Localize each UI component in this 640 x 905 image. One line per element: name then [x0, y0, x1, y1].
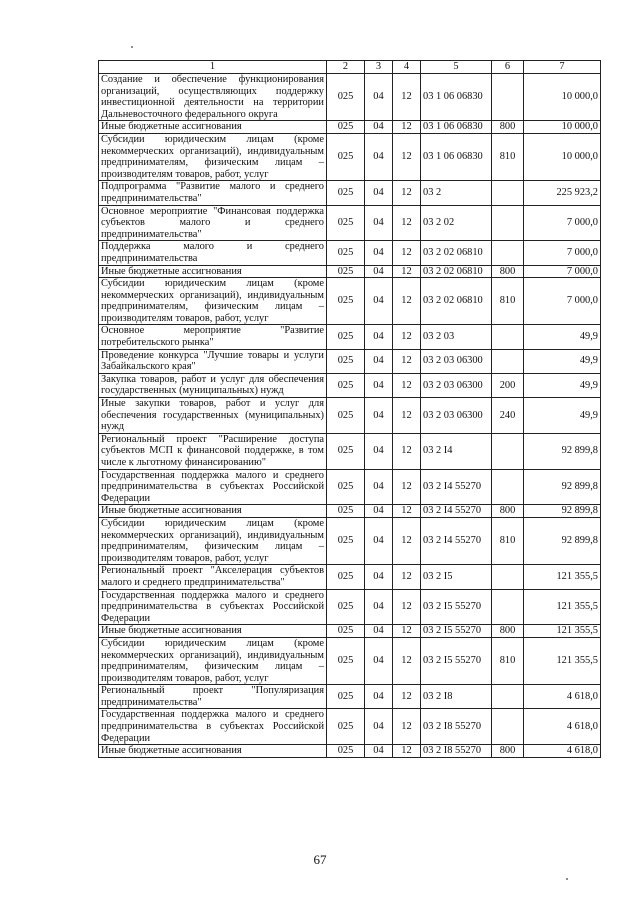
table-row — [99, 325, 601, 349]
cell-amount: 49,9 — [524, 349, 601, 373]
cell-section: 04 — [365, 637, 393, 684]
cell-section: 04 — [365, 685, 393, 709]
cell-section: 04 — [365, 469, 393, 505]
cell-amount: 92 899,8 — [524, 517, 601, 564]
cell-amount: 10 000,0 — [524, 121, 601, 134]
cell-expense-type: 800 — [492, 625, 524, 638]
cell-amount: 225 923,2 — [524, 181, 601, 205]
cell-name: Государственная поддержка малого и среднего предпринимательства в субъектах Российской Федерации — [99, 589, 327, 625]
cell-amount: 49,9 — [524, 398, 601, 434]
cell-ministry: 025 — [327, 709, 365, 745]
cell-target-code: 03 2 03 — [421, 325, 492, 349]
scan-speck — [131, 46, 133, 48]
cell-expense-type: 800 — [492, 121, 524, 134]
cell-target-code: 03 2 I5 55270 — [421, 637, 492, 684]
table-row — [99, 181, 601, 205]
cell-subsection: 12 — [393, 349, 421, 373]
cell-amount: 7 000,0 — [524, 278, 601, 325]
cell-ministry: 025 — [327, 565, 365, 589]
cell-target-code: 03 2 02 06810 — [421, 278, 492, 325]
cell-ministry: 025 — [327, 265, 365, 278]
cell-subsection: 12 — [393, 121, 421, 134]
cell-subsection: 12 — [393, 565, 421, 589]
table-row — [99, 433, 601, 469]
cell-subsection: 12 — [393, 505, 421, 518]
table-row — [99, 565, 601, 589]
cell-section: 04 — [365, 505, 393, 518]
cell-subsection: 12 — [393, 241, 421, 265]
cell-subsection: 12 — [393, 637, 421, 684]
cell-section: 04 — [365, 74, 393, 121]
header-cell: 4 — [393, 61, 421, 74]
cell-target-code: 03 2 02 06810 — [421, 265, 492, 278]
cell-subsection: 12 — [393, 745, 421, 758]
cell-amount: 4 618,0 — [524, 709, 601, 745]
cell-ministry: 025 — [327, 398, 365, 434]
table-row — [99, 373, 601, 397]
cell-target-code: 03 2 02 — [421, 205, 492, 241]
cell-expense-type — [492, 205, 524, 241]
cell-amount: 49,9 — [524, 373, 601, 397]
header-cell: 5 — [421, 61, 492, 74]
header-cell: 2 — [327, 61, 365, 74]
table-row — [99, 205, 601, 241]
cell-subsection: 12 — [393, 625, 421, 638]
cell-section: 04 — [365, 133, 393, 180]
cell-name: Субсидии юридическим лицам (кроме некоммерческих организаций), индивидуальным предпринимателям, физическим лицам – производителям товаров, работ, услуг — [99, 278, 327, 325]
cell-section: 04 — [365, 265, 393, 278]
cell-target-code: 03 2 03 06300 — [421, 349, 492, 373]
cell-name: Субсидии юридическим лицам (кроме некоммерческих организаций), индивидуальным предпринимателям, физическим лицам – производителям товаров, работ, услуг — [99, 517, 327, 564]
cell-name: Субсидии юридическим лицам (кроме некоммерческих организаций), индивидуальным предпринимателям, физическим лицам – производителям товаров, работ, услуг — [99, 637, 327, 684]
cell-amount: 121 355,5 — [524, 565, 601, 589]
table-row — [99, 745, 601, 758]
cell-name: Поддержка малого и среднего предпринимательства — [99, 241, 327, 265]
cell-ministry: 025 — [327, 517, 365, 564]
cell-section: 04 — [365, 278, 393, 325]
cell-expense-type — [492, 469, 524, 505]
cell-target-code: 03 2 03 06300 — [421, 398, 492, 434]
cell-amount: 92 899,8 — [524, 469, 601, 505]
cell-subsection: 12 — [393, 205, 421, 241]
page-number: 67 — [313, 852, 327, 867]
table-row — [99, 278, 601, 325]
cell-amount: 10 000,0 — [524, 74, 601, 121]
cell-name: Иные бюджетные ассигнования — [99, 121, 327, 134]
cell-ministry: 025 — [327, 349, 365, 373]
cell-subsection: 12 — [393, 373, 421, 397]
cell-subsection: 12 — [393, 589, 421, 625]
cell-section: 04 — [365, 121, 393, 134]
cell-section: 04 — [365, 625, 393, 638]
cell-section: 04 — [365, 745, 393, 758]
table-header — [99, 61, 601, 74]
cell-expense-type — [492, 349, 524, 373]
cell-subsection: 12 — [393, 325, 421, 349]
cell-section: 04 — [365, 325, 393, 349]
cell-expense-type: 810 — [492, 133, 524, 180]
cell-ministry: 025 — [327, 469, 365, 505]
cell-section: 04 — [365, 565, 393, 589]
budget-table — [98, 60, 601, 758]
cell-name: Государственная поддержка малого и среднего предпринимательства в субъектах Российской Федерации — [99, 709, 327, 745]
cell-name: Иные бюджетные ассигнования — [99, 505, 327, 518]
table-row — [99, 685, 601, 709]
cell-subsection: 12 — [393, 685, 421, 709]
cell-ministry: 025 — [327, 373, 365, 397]
cell-target-code: 03 1 06 06830 — [421, 133, 492, 180]
cell-target-code: 03 2 I4 55270 — [421, 469, 492, 505]
cell-amount: 92 899,8 — [524, 433, 601, 469]
cell-name: Региональный проект "Популяризация предпринимательства" — [99, 685, 327, 709]
cell-ministry: 025 — [327, 325, 365, 349]
header-cell: 6 — [492, 61, 524, 74]
table-row — [99, 469, 601, 505]
cell-name: Иные закупки товаров, работ и услуг для обеспечения государственных (муниципальных) нужд — [99, 398, 327, 434]
cell-name: Региональный проект "Акселерация субъектов малого и среднего предпринимательства" — [99, 565, 327, 589]
cell-subsection: 12 — [393, 265, 421, 278]
table-row — [99, 398, 601, 434]
cell-expense-type — [492, 74, 524, 121]
cell-amount: 92 899,8 — [524, 505, 601, 518]
cell-name: Иные бюджетные ассигнования — [99, 625, 327, 638]
cell-amount: 4 618,0 — [524, 685, 601, 709]
cell-amount: 121 355,5 — [524, 637, 601, 684]
cell-section: 04 — [365, 373, 393, 397]
cell-expense-type: 800 — [492, 265, 524, 278]
table-row — [99, 589, 601, 625]
table-row — [99, 637, 601, 684]
cell-target-code: 03 2 — [421, 181, 492, 205]
cell-amount: 121 355,5 — [524, 589, 601, 625]
table-row — [99, 121, 601, 134]
cell-ministry: 025 — [327, 181, 365, 205]
cell-expense-type: 810 — [492, 517, 524, 564]
cell-section: 04 — [365, 709, 393, 745]
cell-expense-type: 810 — [492, 278, 524, 325]
header-row — [99, 61, 601, 74]
cell-expense-type — [492, 325, 524, 349]
cell-section: 04 — [365, 181, 393, 205]
cell-name: Государственная поддержка малого и среднего предпринимательства в субъектах Российской Федерации — [99, 469, 327, 505]
cell-expense-type — [492, 181, 524, 205]
cell-ministry: 025 — [327, 278, 365, 325]
cell-name: Закупка товаров, работ и услуг для обеспечения государственных (муниципальных) нужд — [99, 373, 327, 397]
cell-name: Иные бюджетные ассигнования — [99, 265, 327, 278]
cell-target-code: 03 2 I4 55270 — [421, 517, 492, 564]
table-row — [99, 505, 601, 518]
cell-subsection: 12 — [393, 709, 421, 745]
table-body — [99, 74, 601, 758]
table-row — [99, 517, 601, 564]
cell-section: 04 — [365, 205, 393, 241]
cell-ministry: 025 — [327, 433, 365, 469]
cell-expense-type: 810 — [492, 637, 524, 684]
header-cell: 3 — [365, 61, 393, 74]
header-cell: 7 — [524, 61, 601, 74]
cell-name: Основное мероприятие "Финансовая поддержка субъектов малого и среднего предпринимательства" — [99, 205, 327, 241]
cell-amount: 10 000,0 — [524, 133, 601, 180]
table-row — [99, 241, 601, 265]
cell-target-code: 03 2 I4 55270 — [421, 505, 492, 518]
cell-amount: 7 000,0 — [524, 205, 601, 241]
cell-ministry: 025 — [327, 241, 365, 265]
cell-ministry: 025 — [327, 637, 365, 684]
cell-ministry: 025 — [327, 685, 365, 709]
cell-subsection: 12 — [393, 133, 421, 180]
cell-subsection: 12 — [393, 398, 421, 434]
cell-name: Основное мероприятие "Развитие потребительского рынка" — [99, 325, 327, 349]
cell-expense-type — [492, 565, 524, 589]
table-row — [99, 349, 601, 373]
cell-target-code: 03 2 03 06300 — [421, 373, 492, 397]
cell-expense-type: 800 — [492, 745, 524, 758]
cell-name: Создание и обеспечение функционирования организаций, осуществляющих поддержку инвестиционной деятельности на территории Дальневосточного федерального округа — [99, 74, 327, 121]
cell-target-code: 03 1 06 06830 — [421, 121, 492, 134]
table-row — [99, 265, 601, 278]
cell-target-code: 03 2 I4 — [421, 433, 492, 469]
table-row — [99, 709, 601, 745]
cell-ministry: 025 — [327, 121, 365, 134]
cell-expense-type: 240 — [492, 398, 524, 434]
cell-ministry: 025 — [327, 74, 365, 121]
cell-target-code: 03 1 06 06830 — [421, 74, 492, 121]
cell-expense-type: 800 — [492, 505, 524, 518]
cell-name: Субсидии юридическим лицам (кроме некоммерческих организаций), индивидуальным предпринимателям, физическим лицам – производителям товаров, работ, услуг — [99, 133, 327, 180]
cell-ministry: 025 — [327, 133, 365, 180]
table-row — [99, 133, 601, 180]
header-cell: 1 — [99, 61, 327, 74]
cell-ministry: 025 — [327, 205, 365, 241]
cell-subsection: 12 — [393, 469, 421, 505]
cell-target-code: 03 2 I5 55270 — [421, 625, 492, 638]
table-row — [99, 625, 601, 638]
cell-amount: 7 000,0 — [524, 265, 601, 278]
table-row — [99, 74, 601, 121]
cell-target-code: 03 2 I8 — [421, 685, 492, 709]
cell-amount: 7 000,0 — [524, 241, 601, 265]
cell-name: Подпрограмма "Развитие малого и среднего предпринимательства" — [99, 181, 327, 205]
cell-expense-type — [492, 433, 524, 469]
cell-subsection: 12 — [393, 433, 421, 469]
cell-section: 04 — [365, 433, 393, 469]
cell-expense-type — [492, 709, 524, 745]
cell-target-code: 03 2 02 06810 — [421, 241, 492, 265]
cell-amount: 121 355,5 — [524, 625, 601, 638]
cell-expense-type — [492, 589, 524, 625]
cell-expense-type: 200 — [492, 373, 524, 397]
cell-ministry: 025 — [327, 589, 365, 625]
cell-subsection: 12 — [393, 517, 421, 564]
cell-subsection: 12 — [393, 278, 421, 325]
cell-name: Иные бюджетные ассигнования — [99, 745, 327, 758]
cell-amount: 4 618,0 — [524, 745, 601, 758]
cell-name: Региональный проект "Расширение доступа субъектов МСП к финансовой поддержке, в том числе к льготному финансированию" — [99, 433, 327, 469]
cell-section: 04 — [365, 517, 393, 564]
cell-section: 04 — [365, 349, 393, 373]
cell-subsection: 12 — [393, 74, 421, 121]
cell-ministry: 025 — [327, 745, 365, 758]
cell-name: Проведение конкурса "Лучшие товары и услуги Забайкальского края" — [99, 349, 327, 373]
cell-subsection: 12 — [393, 181, 421, 205]
cell-expense-type — [492, 685, 524, 709]
cell-target-code: 03 2 I8 55270 — [421, 709, 492, 745]
cell-expense-type — [492, 241, 524, 265]
cell-section: 04 — [365, 241, 393, 265]
scan-speck — [566, 878, 568, 880]
cell-target-code: 03 2 I8 55270 — [421, 745, 492, 758]
cell-section: 04 — [365, 589, 393, 625]
cell-amount: 49,9 — [524, 325, 601, 349]
cell-ministry: 025 — [327, 625, 365, 638]
cell-ministry: 025 — [327, 505, 365, 518]
cell-target-code: 03 2 I5 55270 — [421, 589, 492, 625]
cell-target-code: 03 2 I5 — [421, 565, 492, 589]
cell-section: 04 — [365, 398, 393, 434]
